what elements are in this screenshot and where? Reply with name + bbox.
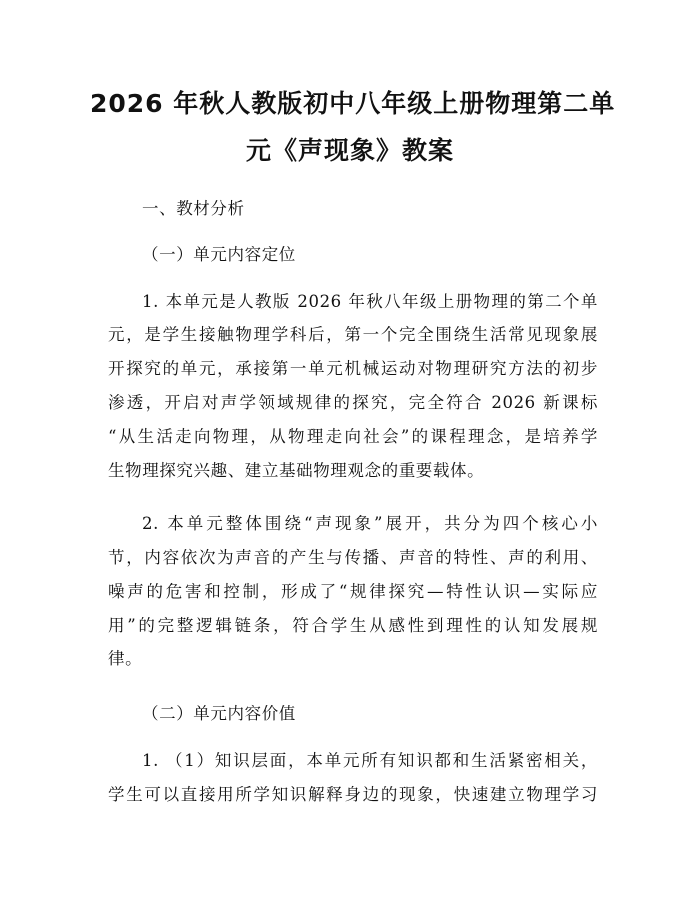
paragraph-line: 1. （1）知识层面，本单元所有知识都和生活紧密相关， xyxy=(142,751,598,770)
paragraph-line: 律。 xyxy=(108,649,143,668)
paragraph-line: 用”的完整逻辑链条，符合学生从感性到理性的认知发展规 xyxy=(108,616,598,635)
paragraph-line: 噪声的危害和控制，形成了“规律探究—特性认识—实际应 xyxy=(108,582,598,601)
paragraph-line: 渗透，开启对声学领域规律的探究，完全符合 2026 新课标 xyxy=(108,393,598,412)
subheading-unit-value: （二）单元内容价值 xyxy=(142,704,296,723)
paragraph-line: 1. 本单元是人教版 2026 年秋八年级上册物理的第二个单 xyxy=(142,292,598,311)
paragraph-line: 2. 本单元整体围绕“声现象”展开，共分为四个核心小 xyxy=(142,514,598,533)
paragraph-line: 生物理探究兴趣、建立基础物理观念的重要载体。 xyxy=(108,461,485,480)
paragraph-line: “从生活走向物理，从物理走向社会”的课程理念，是培养学 xyxy=(108,427,598,446)
paragraph-line: 开探究的单元，承接第一单元机械运动对物理研究方法的初步 xyxy=(108,359,598,378)
subheading-unit-positioning: （一）单元内容定位 xyxy=(142,245,296,264)
paragraph-line: 元，是学生接触物理学科后，第一个完全围绕生活常见现象展 xyxy=(108,325,598,344)
document-title-line-1: 2026 年秋人教版初中八年级上册物理第二单 xyxy=(90,89,616,118)
paragraph-line: 学生可以直接用所学知识解释身边的现象，快速建立物理学习 xyxy=(108,785,598,804)
document-title-line-2: 元《声现象》教案 xyxy=(245,136,454,165)
paragraph-line: 节，内容依次为声音的产生与传播、声音的特性、声的利用、 xyxy=(108,548,598,567)
section-heading-analysis: 一、教材分析 xyxy=(142,199,245,218)
